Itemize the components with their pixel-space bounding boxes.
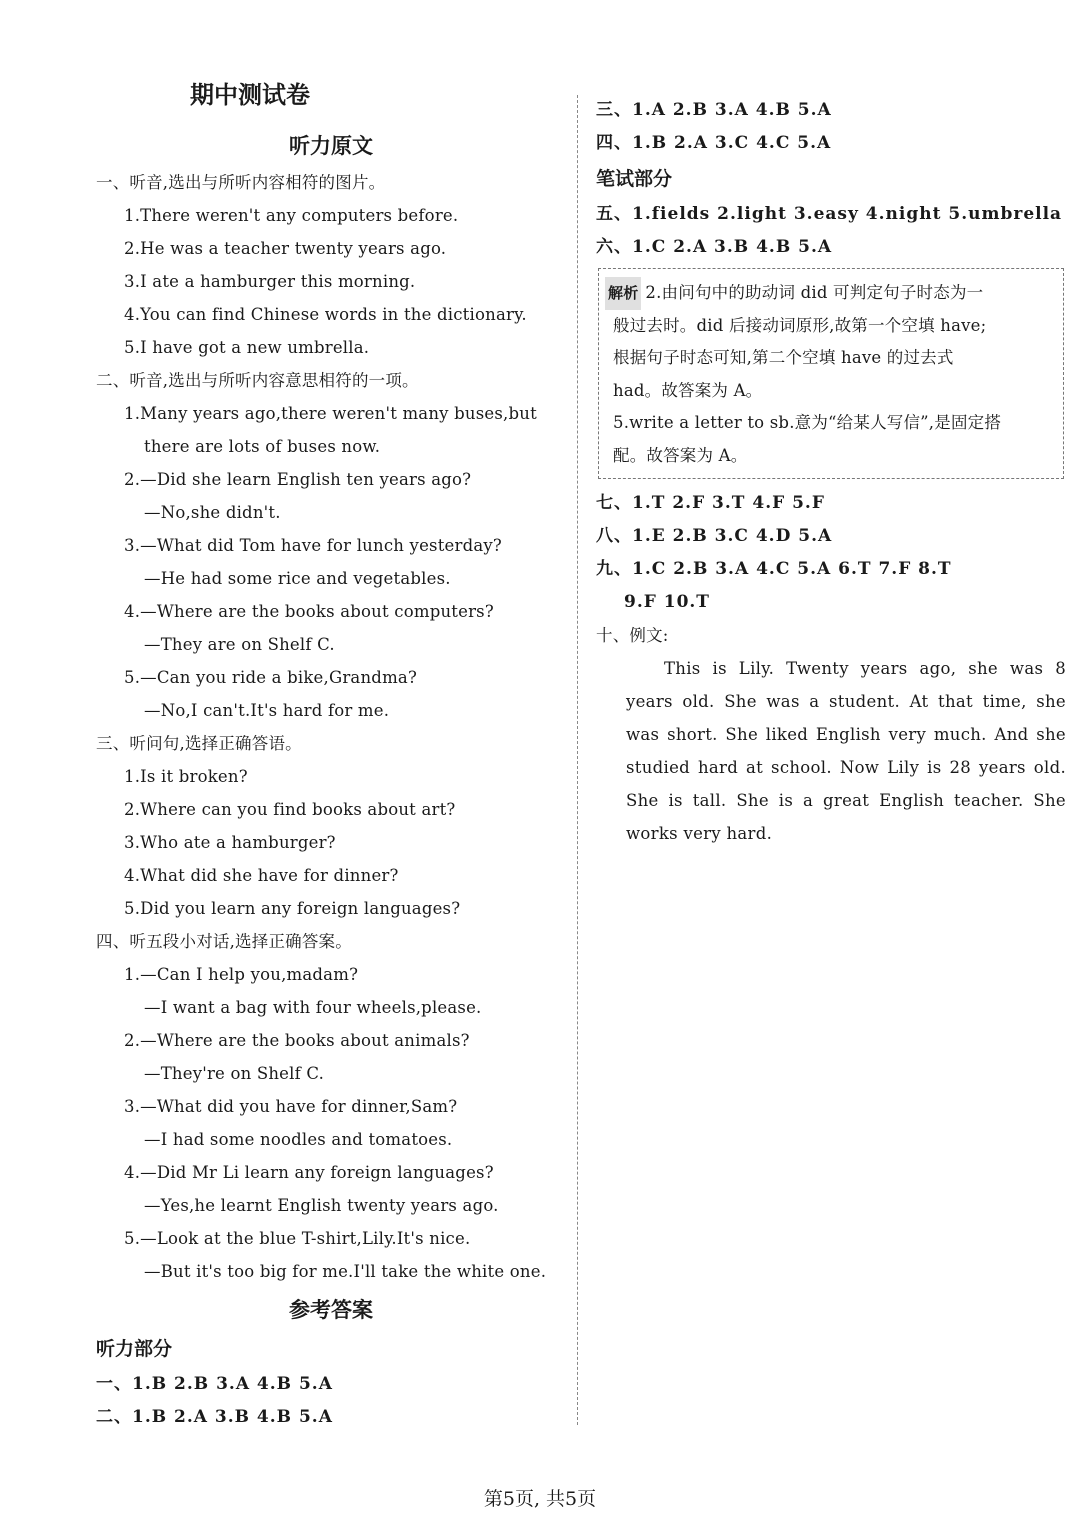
explanation-box xyxy=(598,268,1064,479)
explanation-line: 般过去时。did 后接动词原形,故第一个空填 have; xyxy=(613,315,987,335)
section-instruction: 四、听五段小对话,选择正确答案。 xyxy=(96,932,352,951)
script-line: 1.—Can I help you,madam? xyxy=(124,965,359,984)
right-column xyxy=(596,94,1066,850)
script-line: 1.Many years ago,there weren't many buses,but xyxy=(124,404,537,423)
answer-line: 七、1.T 2.F 3.T 4.F 5.F xyxy=(596,493,825,513)
answer-line: 一、1.B 2.B 3.A 4.B 5.A xyxy=(96,1374,333,1394)
script-line: —I want a bag with four wheels,please. xyxy=(144,998,482,1017)
script-line: —Yes,he learnt English twenty years ago. xyxy=(144,1196,499,1215)
listening-script-heading: 听力原文 xyxy=(289,133,373,158)
section-instruction: 二、听音,选出与所听内容意思相符的一项。 xyxy=(96,371,419,390)
essay-label: 十、例文: xyxy=(596,626,669,645)
script-line: 3.Who ate a hamburger? xyxy=(124,833,336,852)
answer-line: 九、1.C 2.B 3.A 4.C 5.A 6.T 7.F 8.T xyxy=(596,559,952,579)
answer-line: 四、1.B 2.A 3.C 4.C 5.A xyxy=(596,133,832,153)
page-title: 期中测试卷 xyxy=(190,80,310,109)
explanation-line: 配。故答案为 A。 xyxy=(613,445,748,465)
explanation-line: 2.由问句中的助动词 did 可判定句子时态为一 xyxy=(645,283,984,302)
section-instruction: 一、听音,选出与所听内容相符的图片。 xyxy=(96,173,386,192)
script-line: there are lots of buses now. xyxy=(144,437,381,456)
script-line: 1.Is it broken? xyxy=(124,767,248,786)
script-line: —They are on Shelf C. xyxy=(144,635,335,654)
answer-line: 9.F 10.T xyxy=(624,592,710,612)
script-line: 3.—What did Tom have for lunch yesterday? xyxy=(124,536,502,555)
left-column xyxy=(96,76,566,1434)
answer-line: 三、1.A 2.B 3.A 4.B 5.A xyxy=(596,100,832,120)
script-line: 5.—Look at the blue T-shirt,Lily.It's nice. xyxy=(124,1229,471,1248)
answer-line: 五、1.fields 2.light 3.easy 4.night 5.umbrella xyxy=(596,204,1063,224)
written-part-heading: 笔试部分 xyxy=(596,168,673,190)
explanation-line: 5.write a letter to sb.意为“给某人写信”,是固定搭 xyxy=(613,413,1002,432)
script-line: —He had some rice and vegetables. xyxy=(144,569,451,588)
listening-part-heading: 听力部分 xyxy=(96,1338,173,1360)
script-line: 4.You can find Chinese words in the dictionary. xyxy=(124,305,527,324)
script-line: 5.Did you learn any foreign languages? xyxy=(124,899,461,918)
section-instruction: 三、听问句,选择正确答语。 xyxy=(96,734,302,753)
script-line: 4.—Did Mr Li learn any foreign languages? xyxy=(124,1163,494,1182)
script-line: —But it's too big for me.I'll take the white one. xyxy=(144,1262,547,1281)
listening-script-lines xyxy=(96,166,566,1288)
explanation-line: had。故答案为 A。 xyxy=(613,380,763,400)
script-line: —No,I can't.It's hard for me. xyxy=(144,701,390,720)
page-footer: 第5页, 共5页 xyxy=(483,1488,597,1510)
script-line: —I had some noodles and tomatoes. xyxy=(144,1130,453,1149)
script-line: 1.There weren't any computers before. xyxy=(124,206,459,225)
script-line: 4.What did she have for dinner? xyxy=(124,866,399,885)
script-line: 4.—Where are the books about computers? xyxy=(124,602,494,621)
script-line: 2.—Where are the books about animals? xyxy=(124,1031,470,1050)
column-divider xyxy=(577,95,578,1425)
answers-heading: 参考答案 xyxy=(289,1297,373,1322)
answer-line: 八、1.E 2.B 3.C 4.D 5.A xyxy=(596,526,833,546)
script-line: 5.—Can you ride a bike,Grandma? xyxy=(124,668,417,687)
answer-line: 二、1.B 2.A 3.B 4.B 5.A xyxy=(96,1407,333,1427)
script-line: —They're on Shelf C. xyxy=(144,1064,325,1083)
answer-line: 六、1.C 2.A 3.B 4.B 5.A xyxy=(596,237,833,257)
explanation-tag: 解析 xyxy=(605,277,641,310)
script-line: 2.Where can you find books about art? xyxy=(124,800,456,819)
script-line: —No,she didn't. xyxy=(144,503,281,522)
explanation-line: 根据句子时态可知,第二个空填 have 的过去式 xyxy=(613,348,954,367)
script-line: 5.I have got a new umbrella. xyxy=(124,338,370,357)
essay-text: This is Lily. Twenty years ago, she was 8 years old. She was a student. At that time, she was short. She liked English very much. And she studied hard at school. Now Lily is 28 years old. She is tall. She is a great English teacher. She works very hard. xyxy=(626,659,1066,843)
script-line: 3.—What did you have for dinner,Sam? xyxy=(124,1097,458,1116)
script-line: 2.—Did she learn English ten years ago? xyxy=(124,470,472,489)
script-line: 2.He was a teacher twenty years ago. xyxy=(124,239,447,258)
script-line: 3.I ate a hamburger this morning. xyxy=(124,272,416,291)
